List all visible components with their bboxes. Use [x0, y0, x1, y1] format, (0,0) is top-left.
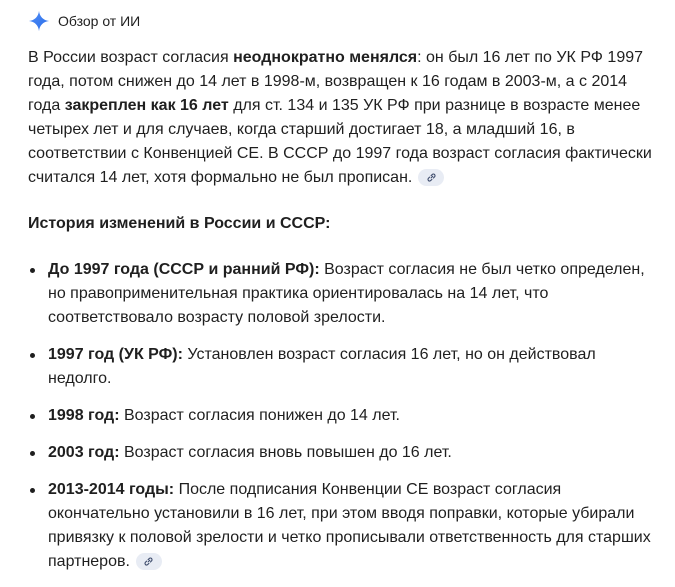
section-heading: История изменений в России и СССР: — [28, 215, 331, 232]
list-item-label: 1997 год (УК РФ): — [48, 346, 183, 363]
intro-bold-1: неоднократно менялся — [233, 49, 418, 66]
list-item — [28, 441, 662, 465]
list-item-text: Установлен возраст согласия 16 лет, но он действовал недолго. — [48, 346, 596, 387]
list-item — [28, 258, 662, 330]
list-item — [28, 343, 662, 391]
gemini-spark-icon — [28, 10, 50, 32]
source-link-button[interactable] — [418, 169, 444, 186]
ai-overview-content — [28, 46, 662, 587]
list-item-label: 1998 год: — [48, 407, 120, 424]
list-item — [28, 478, 662, 574]
list-item-text: Возраст согласия не был четко определен, но правоприменительная практика ориентировалась на 14 лет, что соответствовало возрасту половой зрелости. — [48, 261, 645, 326]
intro-text-1: В России возраст согласия — [28, 49, 234, 66]
history-list — [28, 258, 662, 574]
intro-bold-2: закреплен как 16 лет — [64, 97, 229, 114]
list-item-text: Возраст согласия понижен до 14 лет. — [119, 407, 400, 424]
intro-paragraph — [28, 46, 662, 190]
link-icon — [425, 171, 438, 184]
list-item-label: 2003 год: — [48, 444, 120, 461]
source-link-button[interactable] — [136, 553, 162, 570]
intro-text-2: : он был 16 лет по УК РФ 1997 года, потом снижен до 14 лет в 1998-м, возвращен к 16 годам в 2003-м, а с 2014 года — [28, 49, 644, 114]
list-item-label: До 1997 года (СССР и ранний РФ): — [48, 261, 320, 278]
list-item-text: После подписания Конвенции СЕ возраст согласия окончательно установили в 16 лет, при этом вводя поправки, которые убирали привязку к половой зрелости и четко прописывали ответственность для старших партнеров. — [48, 481, 651, 570]
link-icon — [142, 555, 155, 568]
list-item-label: 2013-2014 годы: — [48, 481, 175, 498]
ai-overview-title: Обзор от ИИ — [58, 13, 141, 29]
list-item — [28, 404, 662, 428]
intro-text-3: для ст. 134 и 135 УК РФ при разнице в возрасте менее четырех лет и для случаев, когда старший достигает 18, а младший 16, в соответствии с Конвенцией СЕ. В СССР до 1997 года возраст согласия фактически считался 14 лет, хотя формально не был прописан. — [28, 97, 652, 186]
ai-overview-header — [28, 8, 140, 34]
list-item-text: Возраст согласия вновь повышен до 16 лет. — [119, 444, 452, 461]
